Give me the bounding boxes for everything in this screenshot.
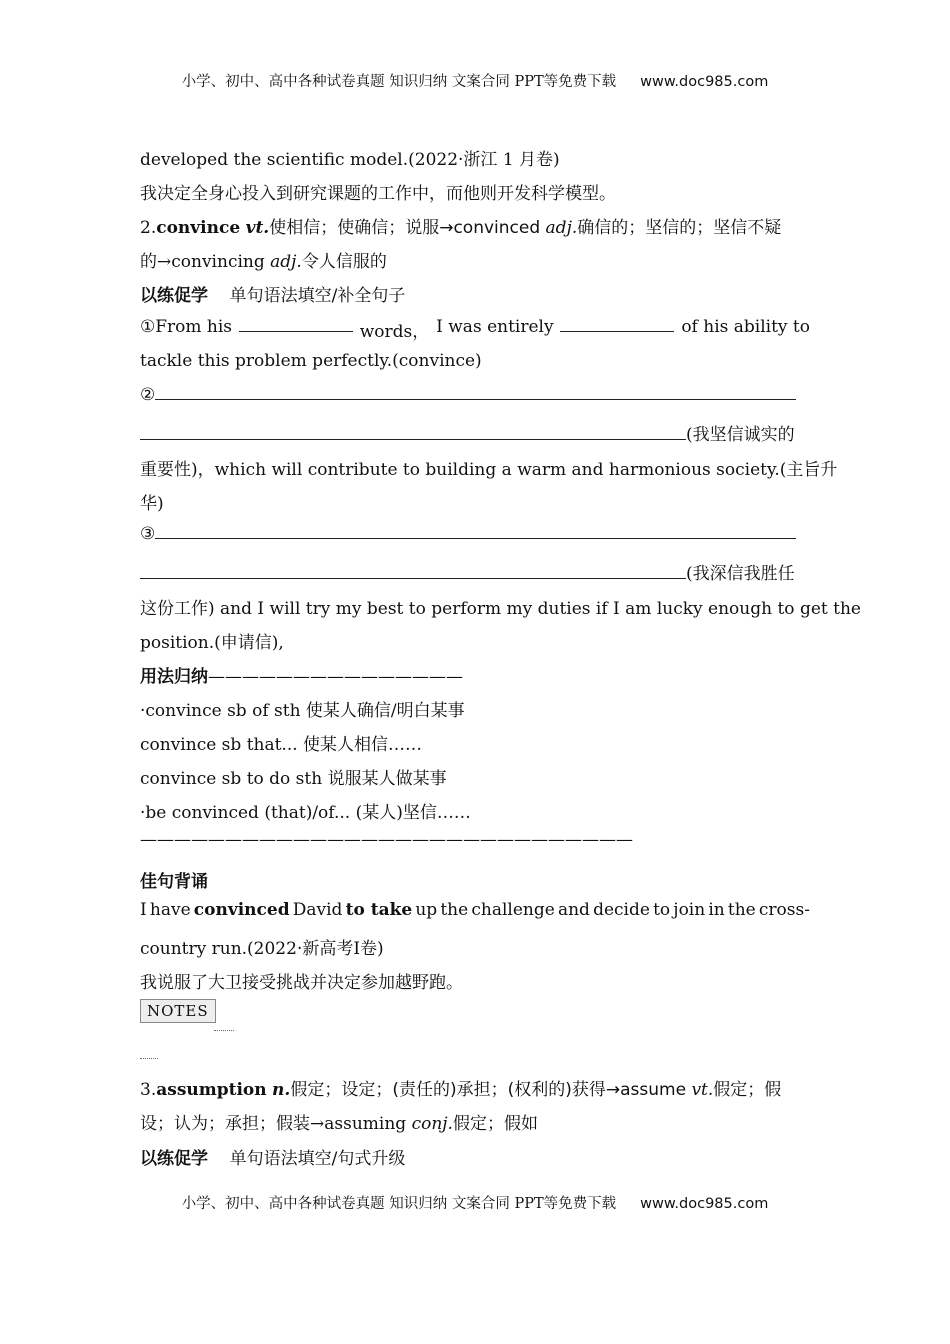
word: David: [292, 900, 343, 920]
vocab-item-assumption: [140, 1075, 810, 1100]
question-1: [140, 317, 810, 342]
word: convinced: [193, 900, 290, 920]
word: in: [708, 900, 725, 920]
practice-type: 单句语法填空/补全句子: [229, 286, 406, 306]
usage-title: 用法归纳: [140, 667, 208, 687]
divider: —————————————————————————————: [140, 830, 633, 850]
text-line: [140, 455, 838, 480]
sentence-title: 佳句背诵: [140, 872, 208, 892]
notes-dots: [214, 1030, 234, 1031]
part-of-speech: vt.: [691, 1080, 714, 1100]
text-line: [140, 594, 861, 619]
word: and: [557, 900, 590, 920]
usage-item: ·convince sb of sth 使某人确信/明白某事: [140, 701, 465, 721]
usage-item: convince sb to do sth 说服某人做某事: [140, 769, 447, 789]
text-line: [140, 420, 795, 445]
text-line: tackle this problem perfectly.(convince): [140, 351, 482, 371]
q-text: 重要性)，which will contribute to building a warm and harmonious society.(主旨升: [140, 460, 838, 480]
practice-title: 以练促学: [140, 1149, 208, 1169]
q-text: words，: [359, 322, 430, 342]
header-site[interactable]: www.doc985.com: [640, 74, 769, 90]
meaning: 设；认为；承担；假装→assuming: [140, 1114, 412, 1134]
text-line: [140, 247, 387, 272]
meaning: 假定；假如: [452, 1114, 538, 1134]
question-2: [140, 385, 796, 405]
q-text: 这份工作) and I will try my best to perform my duties if I am lucky enough to get the: [140, 599, 861, 619]
headword: assumption: [156, 1080, 267, 1100]
word: the: [440, 900, 469, 920]
text-line: developed the scientific model.(2022·浙江 1 月卷): [140, 150, 560, 170]
meaning: 的→convincing: [140, 252, 271, 272]
word: up: [415, 900, 438, 920]
part-of-speech: adj.: [545, 218, 578, 238]
q-number: ③: [140, 524, 156, 544]
meaning: 假定；设定；(责任的)承担；(权利的)获得→assume: [290, 1080, 692, 1100]
answer-blank[interactable]: [560, 317, 674, 332]
word: decide: [593, 900, 650, 920]
item-number: 3.: [140, 1080, 157, 1100]
vocab-item-convince: [140, 213, 810, 238]
text-line: [140, 1109, 538, 1134]
text-line: 华): [140, 494, 164, 514]
item-number: 2.: [140, 218, 157, 238]
usage-heading: [140, 662, 463, 687]
word: have: [149, 900, 191, 920]
meaning: 确信的；坚信的；坚信不疑: [577, 218, 782, 238]
word: cross-: [758, 900, 810, 920]
practice-heading: [140, 281, 405, 306]
text-line: country run.(2022·新高考Ⅰ卷): [140, 939, 384, 959]
text-line: [140, 559, 795, 584]
q-text: of his ability to: [681, 317, 810, 337]
word: I: [140, 900, 147, 920]
page-footer: [0, 1192, 950, 1213]
divider: ———————————————: [208, 667, 463, 687]
meaning: 使相信；使确信；说服→convinced: [269, 218, 546, 238]
footer-text: 小学、初中、高中各种试卷真题 知识归纳 文案合同 PPT等免费下载: [181, 1196, 617, 1212]
headword: convince: [156, 218, 241, 238]
practice-title: 以练促学: [140, 286, 208, 306]
word: the: [727, 900, 756, 920]
part-of-speech: conj.: [411, 1114, 453, 1134]
text-line: position.(申请信),: [140, 633, 284, 653]
q-number: ②: [140, 385, 156, 405]
answer-blank[interactable]: [140, 564, 686, 579]
answer-blank[interactable]: [155, 385, 796, 400]
notes-dots: [140, 1058, 158, 1059]
q-text: (我深信我胜任: [686, 564, 795, 584]
notes-label: NOTES: [140, 999, 216, 1023]
q-text: (我坚信诚实的: [686, 425, 795, 445]
answer-blank[interactable]: [155, 524, 796, 539]
model-sentence: [140, 900, 810, 920]
practice-heading: [140, 1144, 405, 1169]
part-of-speech: n.: [272, 1080, 291, 1100]
meaning: 令人信服的: [301, 252, 387, 272]
text-line: 我决定全身心投入到研究课题的工作中，而他则开发科学模型。: [140, 184, 616, 204]
text-line: 我说服了大卫接受挑战并决定参加越野跑。: [140, 973, 463, 993]
header-text: 小学、初中、高中各种试卷真题 知识归纳 文案合同 PPT等免费下载: [181, 74, 617, 90]
usage-item: convince sb that... 使某人相信……: [140, 735, 423, 755]
practice-type: 单句语法填空/句式升级: [229, 1149, 406, 1169]
page-header: [0, 70, 950, 91]
meaning: 假定；假: [713, 1080, 782, 1100]
word: challenge: [471, 900, 555, 920]
answer-blank[interactable]: [140, 425, 686, 440]
word: to: [653, 900, 671, 920]
part-of-speech: vt.: [245, 218, 270, 238]
question-3: [140, 524, 796, 544]
footer-site[interactable]: www.doc985.com: [640, 1196, 769, 1212]
word: join: [673, 900, 706, 920]
answer-blank[interactable]: [239, 317, 353, 332]
word: to take: [345, 900, 413, 920]
usage-item: ·be convinced (that)/of... (某人)坚信……: [140, 803, 471, 823]
part-of-speech: adj.: [270, 252, 302, 272]
q-text: I was entirely: [436, 317, 554, 337]
q-text: ①From his: [140, 317, 233, 337]
